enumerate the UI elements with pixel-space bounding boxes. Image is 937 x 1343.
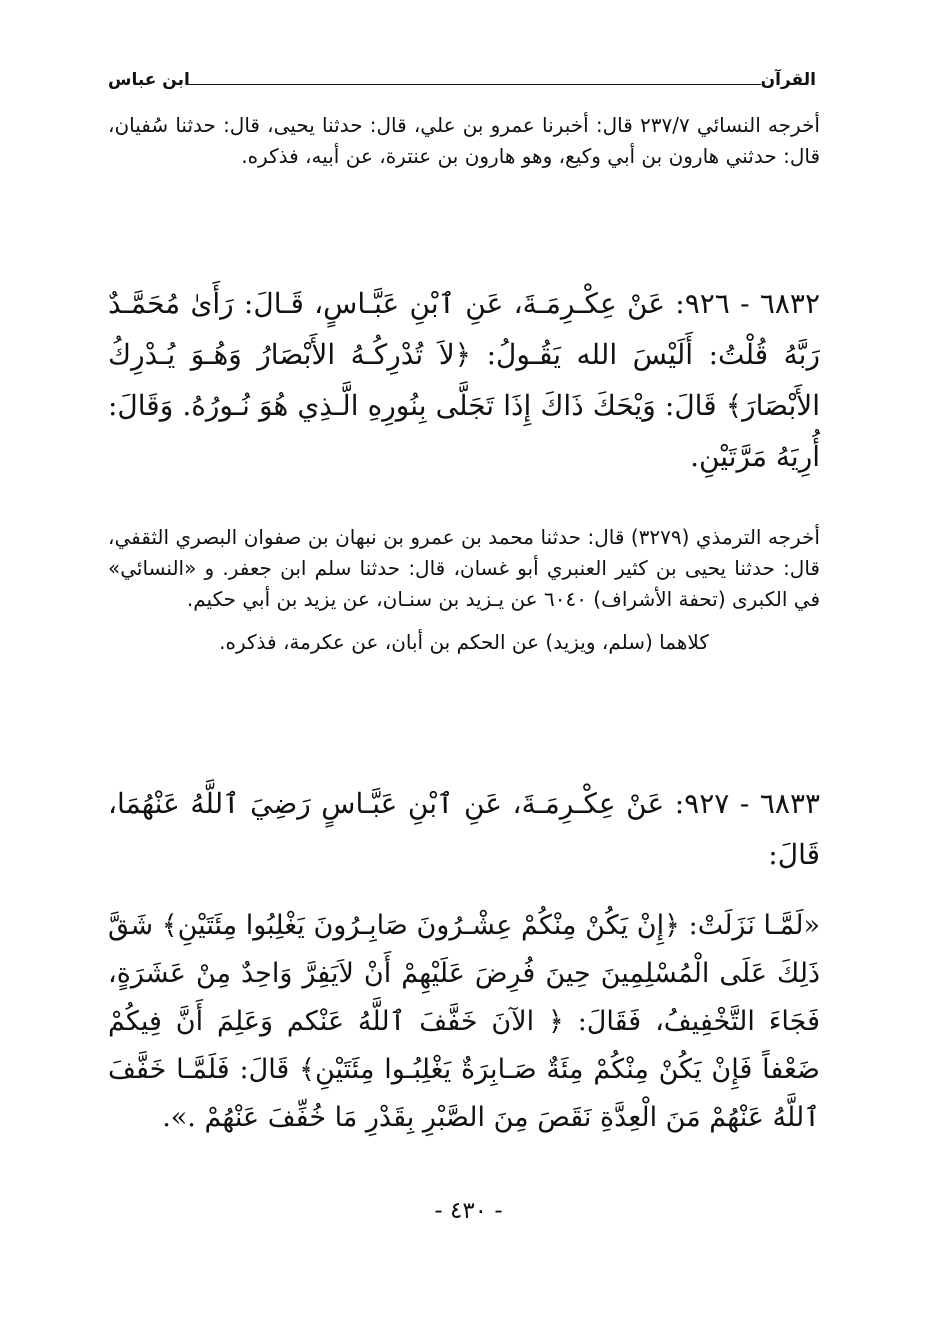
hadith-heading-text: ٦٨٣٣ - ٩٢٧: عَنْ عِكْـرِمَـةَ، عَنِ ٱبْنِ عَبَّـاسٍ رَضِيَ ٱللَّهُ عَنْهُمَا، قَالَ: [108,787,821,871]
running-header [108,64,816,94]
hadith-6833-heading [108,778,820,880]
hadith-6833-body [108,902,820,1142]
header-book-title: القرآن [760,70,816,90]
hadith-6832 [108,278,820,482]
footnote-nasai [108,110,820,172]
page-number: - ٤٣٠ - [434,1198,503,1224]
footnote-tirmidhi [108,522,820,658]
footnote-text-2: كلاهما (سلم، ويزيد) عن الحكم بن أبان، عن عكرمة، فذكره. [219,630,709,654]
footnote-text: أخرجه النسائي ٢٣٧/٧ قال: أخبرنا عمرو بن علي، قال: حدثنا يحيى، قال: حدثنا سُفيان، قال: حدثني هارون بن أبي وكيع، وهو هارون بن عنترة، عن أبيه، فذكره. [108,113,820,168]
hadith-body-text: «لَمَّـا نَزَلَتْ: ﴿إِنْ يَكُنْ مِنْكُمْ عِشْـرُونَ صَابِـرُونَ يَغْلِبُوا مِئَتَيْنِ﴾ شَقَّ ذَلِكَ عَلَى الْمُسْلِمِينَ حِينَ فُرِضَ عَلَيْهِمْ أَنْ لاَيَفِرَّ وَاحِدٌ مِنْ عَشَرَةٍ، فَجَاءَ التَّخْفِيفُ، فَقَالَ: ﴿ الآنَ خَفَّفَ ٱللَّهُ عَنْكم وَعَلِمَ أَنَّ فِيكُمْ ضَعْفاً فَإِنْ يَكُنْ مِنْكُمْ مِئَةٌ صَـابِرَةٌ يَغْلِبُـوا مِئَتَيْنِ﴾ قَالَ: فَلَمَّـا خَفَّفَ ٱللَّهُ عَنْهُمْ مَنَ الْعِدَّةِ نَقَصَ مِنَ الصَّبْرِ بِقَدْرِ مَا خُفِّفَ عَنْهُمْ .». [108,910,820,1133]
header-section-title: ابن عباس [108,70,190,90]
hadith-text: ٦٨٣٢ - ٩٢٦: عَنْ عِكْـرِمَـةَ، عَنِ ٱبْنِ عَبَّـاسٍ، قَـالَ: رَأَىٰ مُحَمَّـدٌ رَبَّهُ قُلْتُ: أَلَيْسَ الله يَقُـولُ: ﴿لاَ تُدْرِكُـهُ الأَبْصَارُ وَهُـوَ يُـدْرِكُ الأَبْصَارَ﴾ قَالَ: وَيْحَكَ ذَاكَ إِذَا تَجَلَّى بِنُورِهِ الَّـذِي هُوَ نُـورُهُ. وَقَالَ: أُرِيَهُ مَرَّتَيْنِ. [108,287,820,473]
header-rule [186,84,761,85]
footnote-text-1: أخرجه الترمذي (٣٢٧٩) قال: حدثنا محمد بن عمرو بن نبهان بن صفوان البصري الثقفي، قال: حدثنا يحيى بن كثير العنبري أبو غسان، قال: حدثنا سلم ابن جعفر. و «النسائي» في الكبرى (تحفة الأشراف) ٦٠٤٠ عن يـزيد بن سنـان، عن يزيد بن أبي حكيم. [108,525,820,611]
